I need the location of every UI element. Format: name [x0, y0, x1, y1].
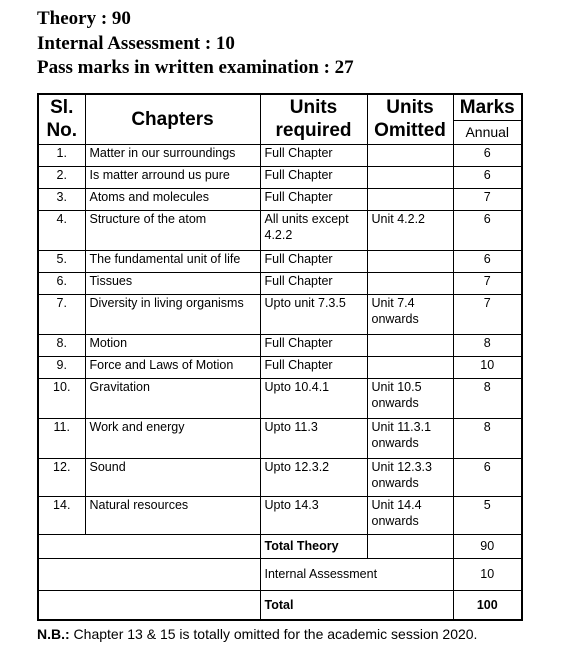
syllabus-table — [37, 93, 523, 621]
total-theory-value: 90 — [453, 534, 522, 558]
cell-units-required: Upto 12.3.2 — [260, 458, 367, 496]
table-row — [38, 210, 522, 250]
cell-units-omitted: Unit 11.3.1 onwards — [367, 418, 453, 458]
table-row — [38, 458, 522, 496]
cell-slno: 7. — [38, 294, 85, 334]
internal-assessment-value: 10 — [453, 558, 522, 590]
internal-assessment-row — [38, 558, 522, 590]
cell-units-required: All units except 4.2.2 — [260, 210, 367, 250]
cell-chapter: Sound — [85, 458, 260, 496]
cell-chapter: Diversity in living organisms — [85, 294, 260, 334]
cell-units-required: Full Chapter — [260, 334, 367, 356]
cell-chapter: Structure of the atom — [85, 210, 260, 250]
col-header-chapters: Chapters — [85, 94, 260, 144]
total-row — [38, 590, 522, 620]
total-theory-blank — [38, 534, 260, 558]
cell-slno: 12. — [38, 458, 85, 496]
cell-chapter: Gravitation — [85, 378, 260, 418]
footnote — [37, 626, 477, 642]
table-row — [38, 272, 522, 294]
cell-marks: 6 — [453, 144, 522, 166]
footnote-prefix: N.B.: — [37, 626, 70, 642]
col-header-annual: Annual — [453, 120, 522, 144]
table-row — [38, 378, 522, 418]
cell-slno: 5. — [38, 250, 85, 272]
cell-marks: 6 — [453, 458, 522, 496]
cell-units-omitted — [367, 144, 453, 166]
cell-slno: 11. — [38, 418, 85, 458]
internal-assessment-heading: Internal Assessment : 10 — [37, 33, 235, 54]
cell-slno: 2. — [38, 166, 85, 188]
pass-marks-heading: Pass marks in written examination : 27 — [37, 57, 354, 78]
cell-slno: 4. — [38, 210, 85, 250]
cell-marks: 5 — [453, 496, 522, 534]
cell-units-required: Full Chapter — [260, 356, 367, 378]
cell-units-required: Upto 11.3 — [260, 418, 367, 458]
cell-chapter: Tissues — [85, 272, 260, 294]
cell-slno: 8. — [38, 334, 85, 356]
cell-units-required: Upto unit 7.3.5 — [260, 294, 367, 334]
total-value: 100 — [453, 590, 522, 620]
cell-units-required: Full Chapter — [260, 250, 367, 272]
total-label: Total — [260, 590, 453, 620]
table-row — [38, 356, 522, 378]
cell-marks: 7 — [453, 272, 522, 294]
table-row — [38, 418, 522, 458]
internal-assessment-label: Internal Assessment — [260, 558, 453, 590]
cell-marks: 8 — [453, 418, 522, 458]
table-body — [38, 144, 522, 534]
cell-units-omitted: Unit 4.2.2 — [367, 210, 453, 250]
cell-units-omitted — [367, 166, 453, 188]
cell-units-required: Full Chapter — [260, 144, 367, 166]
cell-chapter: Force and Laws of Motion — [85, 356, 260, 378]
cell-units-omitted — [367, 334, 453, 356]
total-theory-omitted-blank — [367, 534, 453, 558]
cell-units-required: Full Chapter — [260, 272, 367, 294]
cell-marks: 8 — [453, 378, 522, 418]
table-row — [38, 144, 522, 166]
total-blank — [38, 590, 260, 620]
cell-slno: 9. — [38, 356, 85, 378]
cell-chapter: Natural resources — [85, 496, 260, 534]
cell-units-omitted — [367, 272, 453, 294]
footnote-text: Chapter 13 & 15 is totally omitted for the academic session 2020. — [69, 626, 478, 642]
cell-units-omitted: Unit 10.5 onwards — [367, 378, 453, 418]
cell-units-required: Full Chapter — [260, 166, 367, 188]
cell-marks: 6 — [453, 210, 522, 250]
cell-units-omitted: Unit 14.4 onwards — [367, 496, 453, 534]
cell-chapter: Motion — [85, 334, 260, 356]
table-row — [38, 188, 522, 210]
total-theory-row — [38, 534, 522, 558]
cell-chapter: Atoms and molecules — [85, 188, 260, 210]
cell-units-omitted — [367, 250, 453, 272]
cell-slno: 6. — [38, 272, 85, 294]
table-row — [38, 166, 522, 188]
cell-slno: 3. — [38, 188, 85, 210]
cell-units-omitted: Unit 12.3.3 onwards — [367, 458, 453, 496]
cell-marks: 6 — [453, 250, 522, 272]
cell-chapter: Work and energy — [85, 418, 260, 458]
cell-slno: 14. — [38, 496, 85, 534]
table-row — [38, 294, 522, 334]
cell-units-omitted — [367, 356, 453, 378]
internal-blank — [38, 558, 260, 590]
cell-slno: 1. — [38, 144, 85, 166]
table-row — [38, 496, 522, 534]
theory-marks-heading: Theory : 90 — [37, 8, 131, 29]
table-row — [38, 250, 522, 272]
cell-chapter: Is matter arround us pure — [85, 166, 260, 188]
col-header-slno: Sl. No. — [38, 94, 85, 144]
cell-chapter: The fundamental unit of life — [85, 250, 260, 272]
table-row — [38, 334, 522, 356]
cell-units-required: Upto 10.4.1 — [260, 378, 367, 418]
cell-marks: 6 — [453, 166, 522, 188]
cell-slno: 10. — [38, 378, 85, 418]
cell-marks: 8 — [453, 334, 522, 356]
cell-units-omitted: Unit 7.4 onwards — [367, 294, 453, 334]
cell-units-required: Full Chapter — [260, 188, 367, 210]
total-theory-label: Total Theory — [260, 534, 367, 558]
col-header-units-omitted: Units Omitted — [367, 94, 453, 144]
cell-marks: 7 — [453, 188, 522, 210]
cell-marks: 10 — [453, 356, 522, 378]
cell-units-omitted — [367, 188, 453, 210]
cell-chapter: Matter in our surroundings — [85, 144, 260, 166]
cell-units-required: Upto 14.3 — [260, 496, 367, 534]
col-header-units-required: Units required — [260, 94, 367, 144]
col-header-marks: Marks — [453, 94, 522, 120]
cell-marks: 7 — [453, 294, 522, 334]
